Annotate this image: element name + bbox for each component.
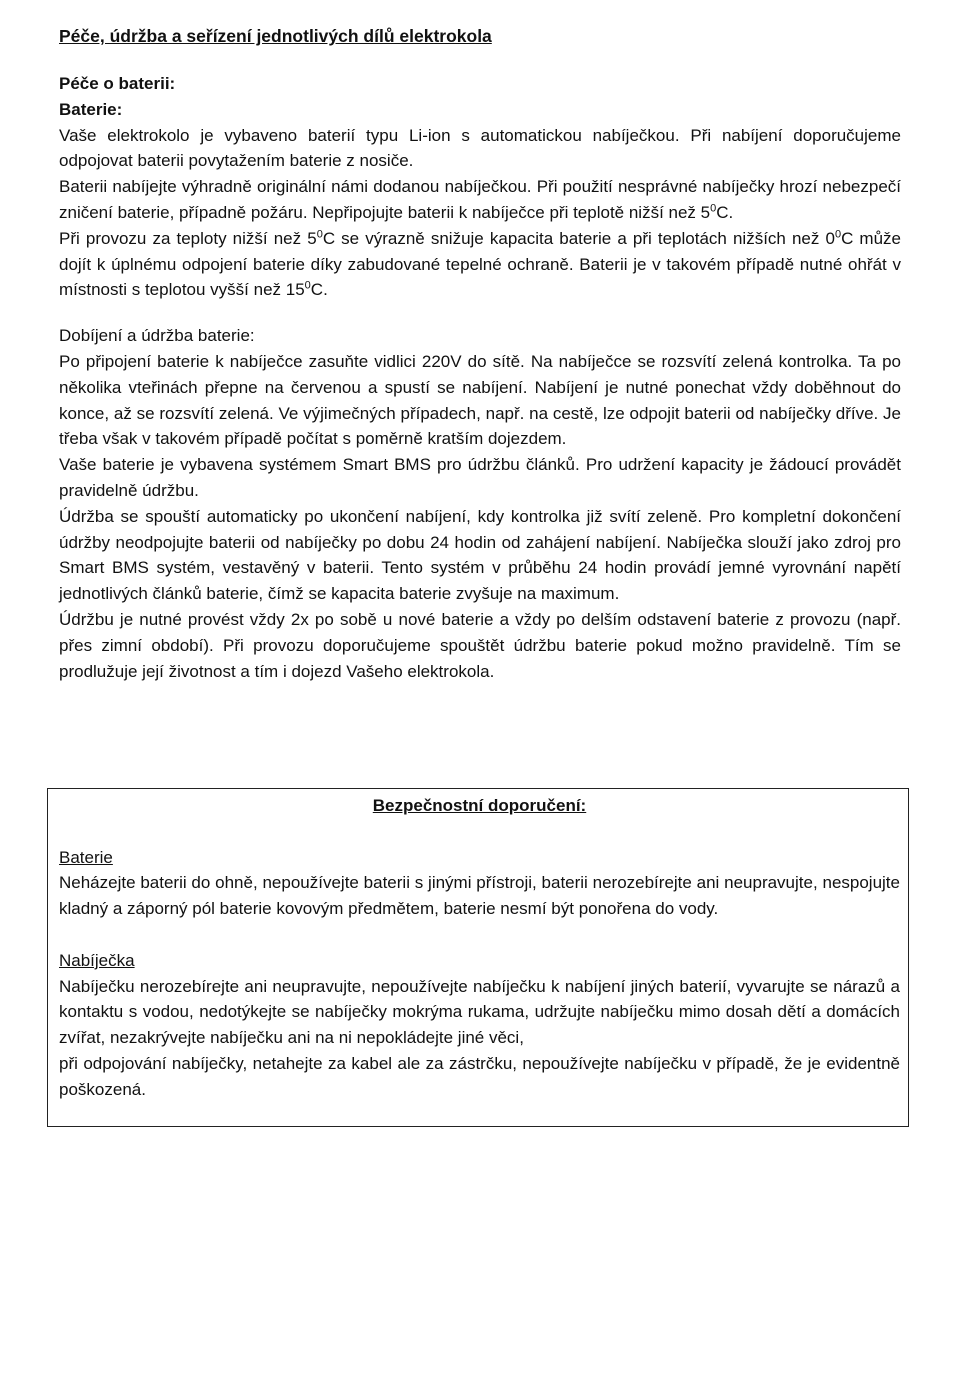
- degree-sup: 0: [834, 228, 842, 241]
- charging-paragraph-1: Po připojení baterie k nabíječce zasuňte vidlici 220V do sítě. Na nabíječce se rozsvítí zelená kontrolka. Ta po několika vteřinách přepne na červenou a spustí se nabíjení. Nabíjení je nutné ponechat vždy doběhnout do konce, až se rozsvítí zelená. Ve výjimečných případech, např. na cestě, lze odpojit baterii od nabíječky dříve. Je třeba však v takovém případě počítat s poměrně kratším dojezdem.: [59, 351, 901, 449]
- battery-paragraph-3-c: C může dojít k úplnému odpojení baterie díky zabudované tepelné ochraně. Baterii je v takovém případě nutné ohřát v místnosti s teplotou vyšší než 15: [59, 228, 902, 300]
- page-title: Péče, údržba a seřízení jednotlivých dílů elektrokola: [59, 26, 492, 46]
- battery-care-heading: Péče o baterii:: [59, 74, 176, 93]
- battery-paragraph-3-d: C.: [310, 280, 328, 300]
- battery-paragraph-2-end: C.: [716, 202, 734, 222]
- charging-paragraph-2: Vaše baterie je vybavena systémem Smart BMS pro údržbu článků. Pro udržení kapacity je žádoucí provádět pravidelně údržbu.: [59, 455, 901, 500]
- battery-paragraph-3-b: C se výrazně snižuje kapacita baterie a při teplotách nižších než 0: [322, 228, 835, 248]
- degree-sup: 0: [710, 202, 717, 215]
- safety-charger-text-2: při odpojování nabíječky, netahejte za kabel ale za zástrčku, nepoužívejte nabíječku v případě, že je evidentně poškozená.: [59, 1053, 900, 1099]
- battery-subheading: Baterie:: [59, 99, 123, 119]
- safety-box: [47, 788, 909, 1127]
- battery-paragraph-3-a: Při provozu za teploty nižší než 5: [59, 228, 317, 248]
- degree-sup: 0: [316, 228, 323, 241]
- charging-paragraph-3: Údržba se spouští automaticky po ukončení nabíjení, kdy kontrolka již svítí zeleně. Pro kompletní dokončení údržby neodpojujte baterii od nabíječky po dobu 24 hodin od zahájení nabíjení. Nabíječka slouží jako zdroj pro Smart BMS systém, vestavěný v baterii. Tento systém v průběhu 24 hodin provádí jemné vyrovnání napětí jednotlivých článků baterie, čímž se kapacita baterie zvyšuje na maximum.: [59, 506, 901, 604]
- charging-heading: Dobíjení a údržba baterie:: [59, 326, 255, 346]
- safety-charger-text-1: Nabíječku nerozebírejte ani neupravujte, nepoužívejte nabíječku k nabíjení jiných baterií, vyvarujte se nárazů a kontaktu s vodou, nedotýkejte se nabíječky mokrýma rukama, udržujte nabíječku mimo dosah dětí a domácích zvířat, nezakrývejte nabíječku ani na ni nepokládejte jiné věci,: [59, 976, 900, 1048]
- battery-paragraph-1: Vaše elektrokolo je vybaveno baterií typu Li-ion s automatickou nabíječkou. Při nabíjení doporučujeme odpojovat baterii povytažením baterie z nosiče.: [59, 125, 901, 171]
- degree-sup: 0: [304, 279, 311, 292]
- safety-battery-title: Baterie: [59, 847, 113, 867]
- battery-paragraph-2: [59, 174, 901, 226]
- safety-battery-text: Neházejte baterii do ohně, nepoužívejte baterii s jinými přístroji, baterii nerozebírejte ani neupravujte, nespojujte kladný a záporný pól baterie kovovým předmětem, baterie nesmí být ponořena do vody.: [59, 873, 900, 919]
- battery-section: [59, 71, 901, 684]
- charging-paragraph-4: Údržbu je nutné provést vždy 2x po sobě u nové baterie a vždy po delším odstavení baterie z provozu (např. přes zimní období). Při provozu doporučujeme spouštět údržbu baterie pokud možno pravidelně. Tím se prodlužuje její životnost a tím i dojezd Vašeho elektrokola.: [59, 609, 901, 681]
- battery-paragraph-3: [59, 226, 901, 303]
- safety-heading: Bezpečnostní doporučení:: [372, 796, 587, 815]
- battery-paragraph-2-text: Baterii nabíjejte výhradně originální námi dodanou nabíječkou. Při použití nesprávné nabíječky hrozí nebezpečí zničení baterie, případně požáru. Nepřipojujte baterii k nabíječce při teplotě nižší než 5: [59, 177, 901, 222]
- safety-charger-title: Nabíječka: [59, 950, 135, 970]
